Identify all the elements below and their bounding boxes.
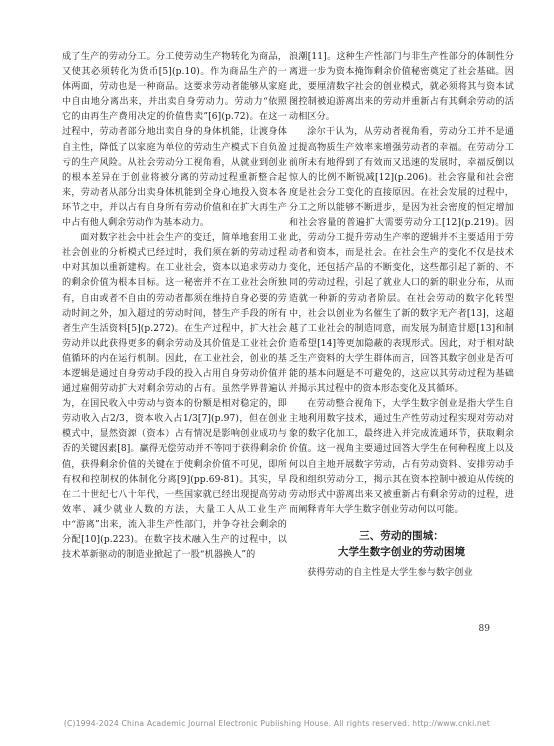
section-heading (289, 528, 514, 560)
paragraph: 获得劳动的自主性是大学生参与数字创业 (307, 567, 473, 578)
paragraph: 浪潮[11]。这种生产性部门与非生产性部分的体制性分离进一步为资本掩饰剩余价值秘密奠定了社会基础。因此，要厘清数字社会的创业模式，就必须将其与资本试图控制被迫游离出来的劳动并重新占有其剩余劳动的活动相区分。 (289, 52, 514, 123)
left-column (62, 50, 287, 563)
section-heading-line-2: 大学生数字创业的劳动困境 (337, 545, 466, 558)
copyright-footer: (C)1994-2024 China Academic Journal Electronic Publishing House. All rights reserved. http://www.cnki.net (63, 719, 491, 728)
page-number: 89 (478, 624, 490, 634)
paragraph: 在劳动整合视角下，大学生数字创业是指大学生自主地利用数字技术，通过生产性劳动过程实现对劳动对象的数字化加工，最终进入并完成流通环节，获取剩余价值。这一视角主要通过回答大学生在何种程度上以及何以自主地开展数字劳动，占有劳动资料、安排劳动手段和组织劳动分工，揭示其在资本控制中被迫从传统的劳动形式中游离出来又被重新占有剩余劳动的过程，进而阐释青年大学生数字创业劳动何以可能。 (289, 399, 514, 515)
paragraph: 成了生产的劳动分工。分工使劳动生产物转化为商品，又使其必须转化为货币[5](p.10)。作为商品生产的一体两面，劳动也是一种商品。这要求劳动者能够从家庭中自由地分离出来，并出卖自身劳动力。劳动力“依照它的由再生产费用决定的价值售卖”[6](p.72)。在这一过程中，劳动者部分地出卖自身的身体机能，让渡身体自主性，降低了以家庭为单位的劳动生产模式下自负盈亏的生产风险。从社会劳动分工视角看，从就业到创业的根本差异在于创业将被分离的劳动过程重新整合起来，劳动者从部分出卖身体机能到全身心地投入资本各环节之中，并以占有自身所有劳动价值和在扩大再生产中占有他人剩余劳动作为基本动力。 (62, 52, 287, 229)
paragraph: 面对数字社会中社会生产的变迁，简单地套用工业社会创业的分析模式已经过时，我们须在新的劳动过程中对其加以重新建构。在工业社会，资本以追求劳动力的剩余价值为根本目标。这一秘密并不在工业社会所独有，自由或者不自由的劳动者都须在维持自身必要的劳动时间之外，加入超过的劳动时间，替生产手段的所有者生产生活资料[5](p.272)。在生产过程中，扩大社会劳动并以此获得更多的剩余劳动及其价值是工业社会价值循环的内在运行机制。因此，在工业社会，创业的基本逻辑是通过自身劳动手段的投入占用自身劳动价值并通过雇佣劳动扩大对剩余劳动的占有。虽然学界普遍认为，在国民收入中劳动与资本的份额是相对稳定的，即劳动收入占2/3，资本收入占1/3[7](p.97)，但在创业模式中，显然资源（资本）占有情况是影响创业成功与否的关键因素[8]。赢得无偿劳动并不等同于获得剩余价值，获得剩余价值的关键在于使剩余价值不可见，即所有权和控制权的体制化分离[9](pp.69-81)。其实，早在二十世纪七八十年代，一些国家就已经出现提高劳动效率、减少就业人数的方法，大量工人从工业生产中“游离”出来，流入非生产性部门，并争夺社会剩余的分配[10](p.223)。在数字技术融入生产的过程中，以技术革新驱动的制造业掀起了一股“机器换人”的 (62, 233, 287, 561)
right-column (289, 50, 514, 581)
paragraph: 涂尔干认为，从劳动者视角看，劳动分工并不是通过提高物质生产效率来增强劳动者的幸福。在劳动分工前所未有地得到了有效而又迅速的发展时，幸福反倒以惊人的比例不断锐减[12](p.206)。社会容量和社会密度是社会分工变化的直接原因。在社会发展的过程中，分工之所以能够不断进步，是因为社会密度的恒定增加和社会容量的普遍扩大需要劳动分工[12](p.219)。因此，劳动分工提升劳动生产率的逻辑并不主要适用于劳动者和资本，而是社会。在社会生产的变化不仅是技术变化，还包括产品的不断变化，这些都引起了新的、不同的劳动过程，引起了就业人口的新的职业分布，从而造就一种新的劳动者阶层。在社会劳动的数字化转型中，社会以创业为名催生了新的数字无产者[13]，这超越了工业社会的制造同意，而发展为制造甘愿[13]和制造希望[14]等更加隐蔽的表现形式。因此，对于相对缺乏生产资料的大学生群体而言，回答其数字创业是否可能的基本问题是不可避免的，这应以其劳动过程为基础并揭示其过程中的资本形态变化及其循环。 (289, 127, 514, 395)
section-heading-line-1: 三、劳动的围城： (359, 529, 444, 542)
